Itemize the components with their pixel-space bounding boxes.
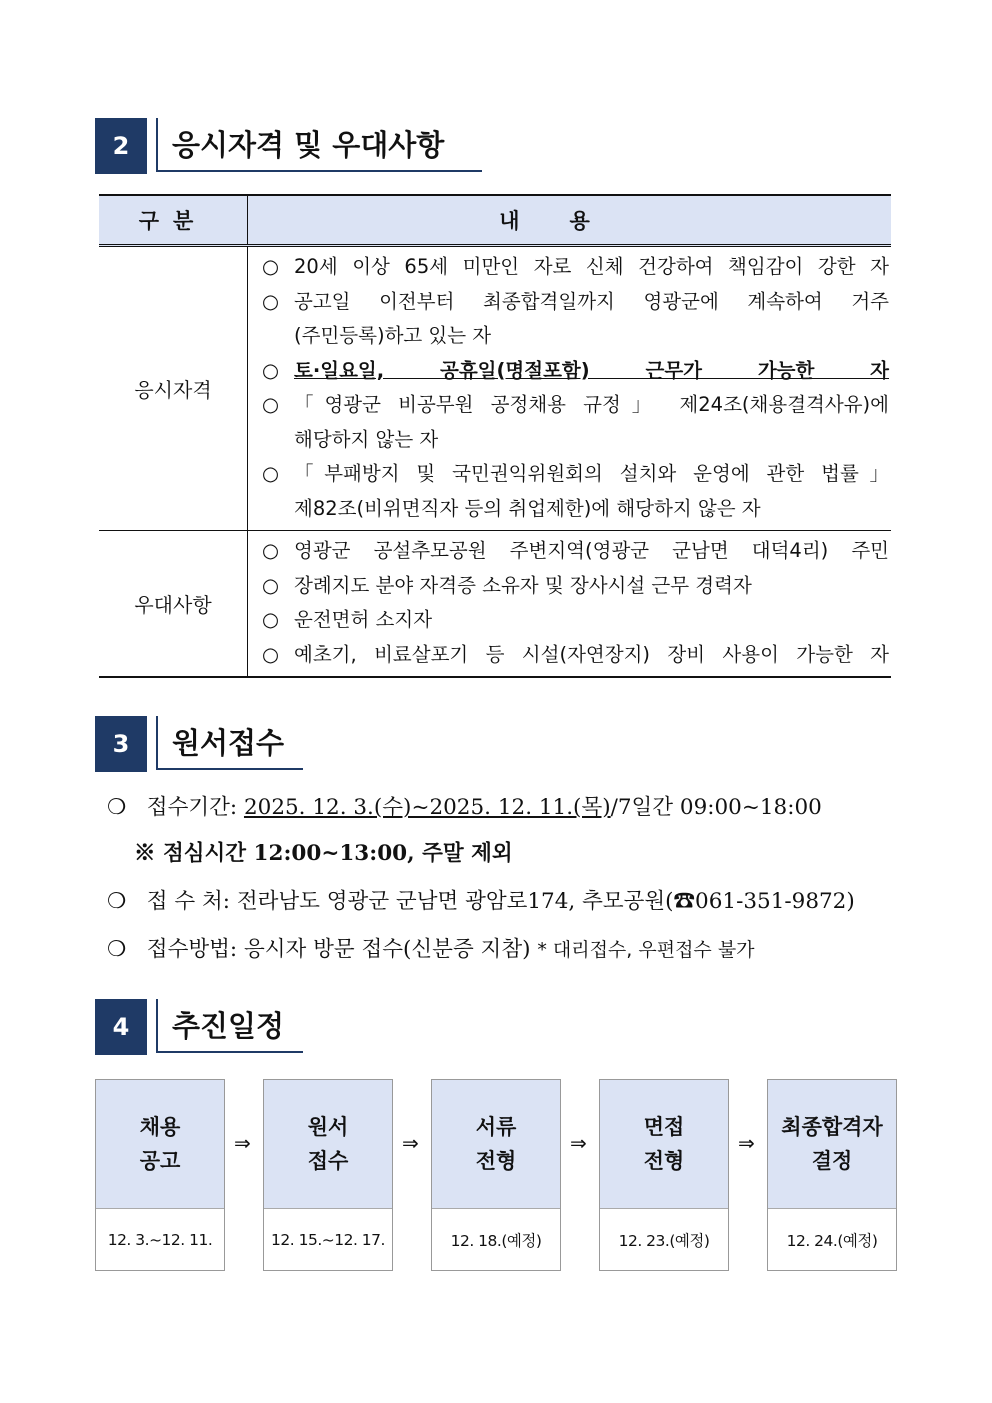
table-row xyxy=(99,531,891,678)
arrow-icon: ⇒ xyxy=(738,1131,755,1155)
section-title: 응시자격 및 우대사항 xyxy=(156,118,482,172)
item-text: 해당하지 않는 자 xyxy=(294,427,439,451)
bullet: ○ xyxy=(262,608,280,631)
row-category: 응시자격 xyxy=(99,246,248,531)
section-title: 추진일정 xyxy=(156,999,303,1053)
item-text: 「영광군 비공무원 공정채용 규정」 제24조(채용결격사유)에 xyxy=(294,393,889,416)
bullet: ○ xyxy=(262,539,280,562)
step-name: 최종합격자 결정 xyxy=(768,1080,896,1209)
list-item xyxy=(262,534,889,569)
item-text: 20세 이상 65세 미만인 자로 신체 건강하여 책임감이 강한 자 xyxy=(294,255,889,278)
arrow-icon: ⇒ xyxy=(234,1131,251,1155)
bullet: ❍ xyxy=(107,937,127,962)
list-item xyxy=(262,603,889,638)
section-title: 원서접수 xyxy=(156,716,303,770)
period-value: 2025. 12. 3.(수)~2025. 12. 11.(목) xyxy=(243,795,611,820)
item-text: 장례지도 분야 자격증 소유자 및 장사시설 근무 경력자 xyxy=(294,573,752,597)
item-text: (주민등록)하고 있는 자 xyxy=(294,324,492,347)
reception-place xyxy=(107,884,855,915)
bullet: ○ xyxy=(262,255,280,278)
step-name: 채용 공고 xyxy=(96,1080,224,1209)
step-date: 12. 23.(예정) xyxy=(618,1231,710,1250)
period-label: 접수기간: xyxy=(146,795,238,820)
list-item xyxy=(262,388,889,423)
list-item xyxy=(262,250,889,285)
list-item xyxy=(262,457,889,492)
list-item-continuation xyxy=(262,492,889,527)
item-text: 운전면허 소지자 xyxy=(294,608,433,631)
step-date: 12. 15.~12. 17. xyxy=(271,1230,385,1249)
bullet: ○ xyxy=(262,573,280,597)
schedule-step xyxy=(263,1079,393,1271)
schedule-step xyxy=(95,1079,225,1271)
row-items xyxy=(248,246,892,531)
section-number: 2 xyxy=(95,118,147,174)
item-text: 영광군 공설추모공원 주변지역(영광군 군남면 대덕4리) 주민 xyxy=(294,539,889,562)
schedule-step xyxy=(431,1079,561,1271)
table-header-row xyxy=(99,195,891,246)
bullet: ❍ xyxy=(107,889,127,914)
schedule-step xyxy=(599,1079,729,1271)
qualification-table xyxy=(99,194,891,678)
reception-note: ※ 점심시간 12:00~13:00, 주말 제외 xyxy=(134,841,513,866)
step-name: 서류 전형 xyxy=(432,1080,560,1209)
section-number: 4 xyxy=(95,999,147,1055)
list-item xyxy=(262,638,889,673)
bullet: ❍ xyxy=(107,795,127,820)
column-header-category: 구분 xyxy=(99,195,248,246)
item-text: 「부패방지 및 국민권익위원회의 설치와 운영에 관한 법률」 xyxy=(294,462,889,485)
list-item xyxy=(262,285,889,320)
column-header-content: 내용 xyxy=(248,195,892,246)
step-date: 12. 24.(예정) xyxy=(786,1231,878,1250)
list-item xyxy=(262,569,889,604)
item-text: 제82조(비위면직자 등의 취업제한)에 해당하지 않은 자 xyxy=(294,496,761,520)
arrow-icon: ⇒ xyxy=(570,1131,587,1155)
item-text: 공고일 이전부터 최종합격일까지 영광군에 계속하여 거주 xyxy=(294,289,889,313)
period-suffix: /7일간 09:00~18:00 xyxy=(610,795,822,820)
table-row xyxy=(99,246,891,531)
row-category: 우대사항 xyxy=(99,531,248,678)
schedule-step xyxy=(767,1079,897,1271)
list-item-continuation xyxy=(262,319,889,354)
row-items xyxy=(248,531,892,678)
bullet: ○ xyxy=(262,289,280,313)
arrow-icon: ⇒ xyxy=(402,1131,419,1155)
place-label: 접 수 처: xyxy=(146,889,231,914)
place-value: 전라남도 영광군 군남면 광암로174, 추모공원(☎061-351-9872) xyxy=(236,889,855,914)
list-item-continuation xyxy=(262,423,889,458)
step-name: 면접 전형 xyxy=(600,1080,728,1209)
bullet: ○ xyxy=(262,462,280,485)
step-date: 12. 18.(예정) xyxy=(450,1231,542,1250)
list-item xyxy=(262,354,889,389)
section-number: 3 xyxy=(95,716,147,772)
bullet: ○ xyxy=(262,642,280,666)
method-label: 접수방법: xyxy=(146,937,238,962)
item-text-emphasis: 토·일요일, 공휴일(명절포함) 근무가 가능한 자 xyxy=(294,358,889,382)
bullet: ○ xyxy=(262,393,280,416)
schedule-flow xyxy=(95,1079,897,1271)
bullet: ○ xyxy=(262,358,280,382)
method-note: * 대리접수, 우편접수 불가 xyxy=(537,939,755,961)
method-value: 응시자 방문 접수(신분증 지참) xyxy=(243,937,531,962)
step-name: 원서 접수 xyxy=(264,1080,392,1209)
reception-method xyxy=(107,932,755,963)
item-text: 예초기, 비료살포기 등 시설(자연장지) 장비 사용이 가능한 자 xyxy=(294,642,889,666)
step-date: 12. 3.~12. 11. xyxy=(107,1230,213,1249)
reception-period xyxy=(107,790,822,821)
